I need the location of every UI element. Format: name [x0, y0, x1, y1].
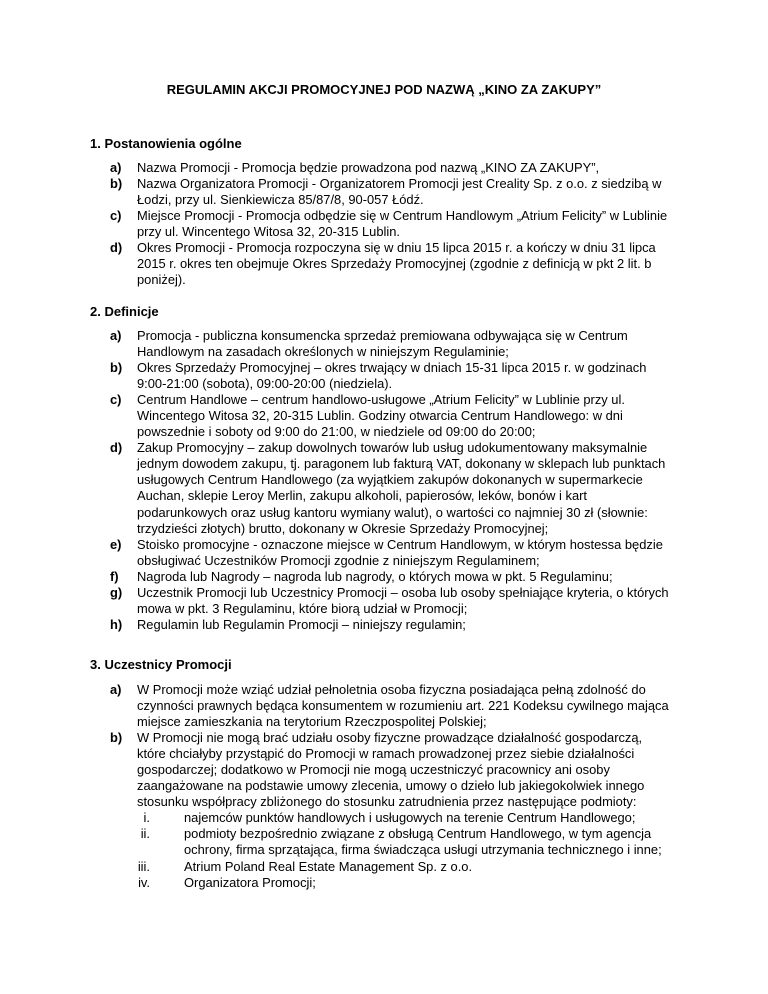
sub-item-text: podmioty bezpośrednio związane z obsługą Centrum Handlowego, w tym agencja ochrony, firma sprzątająca, firma świadcząca usługi utrzymania technicznego i inne; — [184, 826, 662, 858]
item-label: g) — [110, 584, 123, 600]
item-text: Okres Sprzedaży Promocyjnej – okres trwający w dniach 15-31 lipca 2015 r. w godzinach 9:00-21:00 (sobota), 09:00-20:00 (niedziela). — [137, 360, 647, 392]
sub-item-text: Organizatora Promocji; — [184, 874, 316, 890]
item-label: d) — [110, 440, 123, 456]
item-label: d) — [110, 240, 123, 256]
item-text: Regulamin lub Regulamin Promocji – niniejszy regulamin; — [137, 616, 466, 632]
list-item — [90, 392, 670, 440]
item-label: c) — [110, 208, 122, 224]
item-text: W Promocji może wziąć udział pełnoletnia osoba fizyczna posiadająca pełną zdolność do czynności prawnych będąca konsumentem w rozumieniu art. 221 Kodeksu cywilnego mająca miejsce zamieszkania na terytorium Rzeczpospolitej Polskiej; — [137, 682, 669, 730]
item-text: Nazwa Promocji - Promocja będzie prowadzona pod nazwą „KINO ZA ZAKUPY”, — [137, 160, 600, 175]
item-text: Stoisko promocyjne - oznaczone miejsce w Centrum Handlowym, w którym hostessa będzie obsługiwać Uczestników Promocji zgodnie z niniejszym Regulaminem; — [137, 536, 663, 568]
item-text: Nazwa Organizatora Promocji - Organizatorem Promocji jest Creality Sp. z o.o. z siedzibą w Łodzi, przy ul. Sienkiewicza 85/87/8, 90-057 Łódź. — [137, 176, 662, 208]
item-label: e) — [110, 536, 122, 552]
list-item — [90, 176, 670, 208]
sub-item-text: Atrium Poland Real Estate Management Sp. z o.o. — [184, 858, 473, 874]
item-label: b) — [110, 176, 123, 192]
item-text: Uczestnik Promocji lub Uczestnicy Promocji – osoba lub osoby spełniające kryteria, o których mowa w pkt. 3 Regulaminu, które biorą udział w Promocji; — [137, 584, 669, 616]
document-title: REGULAMIN AKCJI PROMOCYJNEJ POD NAZWĄ „KINO ZA ZAKUPY” — [166, 82, 602, 97]
sub-item-label: ii. — [140, 826, 150, 842]
item-label: a) — [110, 328, 122, 343]
section-list-uczestnicy — [90, 682, 670, 891]
list-item — [90, 617, 670, 633]
item-text: Promocja - publiczna konsumencka sprzedaż premiowana odbywająca się w Centrum Handlowym na zasadach określonych w niniejszym Regulaminie; — [137, 328, 628, 360]
item-label: b) — [110, 730, 123, 746]
sub-list-item — [90, 810, 670, 826]
item-text: W Promocji nie mogą brać udziału osoby fizyczne prowadzące działalność gospodarczą, które chciałyby przystąpić do Promocji w ramach prowadzonej przez siebie działalności gospodarczej; dodatkowo w Promocji nie mogą uczestniczyć pracownicy ani osoby zaangażowane na podstawie umowy zlecenia, umowy o dzieło lub jakiegokolwiek innego stosunku współpracy zbliżonego do stosunku zatrudnienia przez następujące podmioty: — [137, 730, 645, 810]
section-heading-uczestnicy: 3. Uczestnicy Promocji — [90, 657, 232, 672]
item-text: Centrum Handlowe – centrum handlowo-usługowe „Atrium Felicity” w Lublinie przy ul. Wincentego Witosa 32, 20-315 Lublin. Godziny otwarcia Centrum Handlowego: w dni powszednie i soboty od 9:00 do 21:00, w niedziele od 09:00 do 20:00; — [137, 392, 625, 440]
item-label: a) — [110, 682, 122, 697]
item-label: b) — [110, 360, 123, 376]
sub-item-label: i. — [143, 810, 150, 826]
list-item — [90, 569, 670, 585]
list-item — [90, 208, 670, 240]
item-text: Zakup Promocyjny – zakup dowolnych towarów lub usług udokumentowany maksymalnie jednym dowodem zakupu, tj. paragonem lub fakturą VAT, dokonany w sklepach lub punktach usługowych Centrum Handlowego (za wyjątkiem zakupów dokonanych w supermarkecie Auchan, sklepie Leroy Merlin, zakupu alkoholi, papierosów, leków, bonów i kart podarunkowych oraz usług kantoru wymiany walut), o wartości co najmniej 30 zł (słownie: trzydzieści złotych) brutto, dokonany w Okresie Sprzedaży Promocyjnej; — [137, 440, 666, 536]
list-item — [90, 360, 670, 392]
list-item — [90, 240, 670, 288]
list-item — [90, 537, 670, 569]
sub-list-item — [90, 826, 670, 858]
list-item — [90, 730, 670, 810]
section-heading-postanowienia: 1. Postanowienia ogólne — [90, 136, 242, 151]
item-label: h) — [110, 616, 123, 632]
list-item — [90, 440, 670, 536]
item-text: Nagroda lub Nagrody – nagroda lub nagrody, o których mowa w pkt. 5 Regulaminu; — [137, 568, 613, 584]
section-list-definicje — [90, 328, 670, 633]
sub-item-label: iv. — [138, 874, 150, 890]
list-item — [90, 585, 670, 617]
section-heading-definicje: 2. Definicje — [90, 304, 159, 319]
sub-item-label: iii. — [137, 858, 150, 874]
sub-list-item — [90, 875, 670, 891]
list-item — [90, 160, 670, 176]
item-text: Okres Promocji - Promocja rozpoczyna się w dniu 15 lipca 2015 r. a kończy w dniu 31 lipca 2015 r. okres ten obejmuje Okres Sprzedaży Promocyjnej (zgodnie z definicją w pkt 2 lit. b poniżej). — [137, 240, 656, 288]
sub-item-text: najemców punktów handlowych i usługowych na terenie Centrum Handlowego; — [184, 810, 636, 826]
list-item — [90, 328, 670, 360]
item-text: Miejsce Promocji - Promocja odbędzie się w Centrum Handlowym „Atrium Felicity” w Lublinie przy ul. Wincentego Witosa 32, 20-315 Lublin. — [137, 208, 668, 240]
list-item — [90, 682, 670, 730]
item-label: f) — [110, 568, 119, 584]
item-label: a) — [110, 160, 122, 175]
section-list-postanowienia — [90, 160, 670, 288]
item-label: c) — [110, 392, 122, 408]
sub-list-item — [90, 859, 670, 875]
